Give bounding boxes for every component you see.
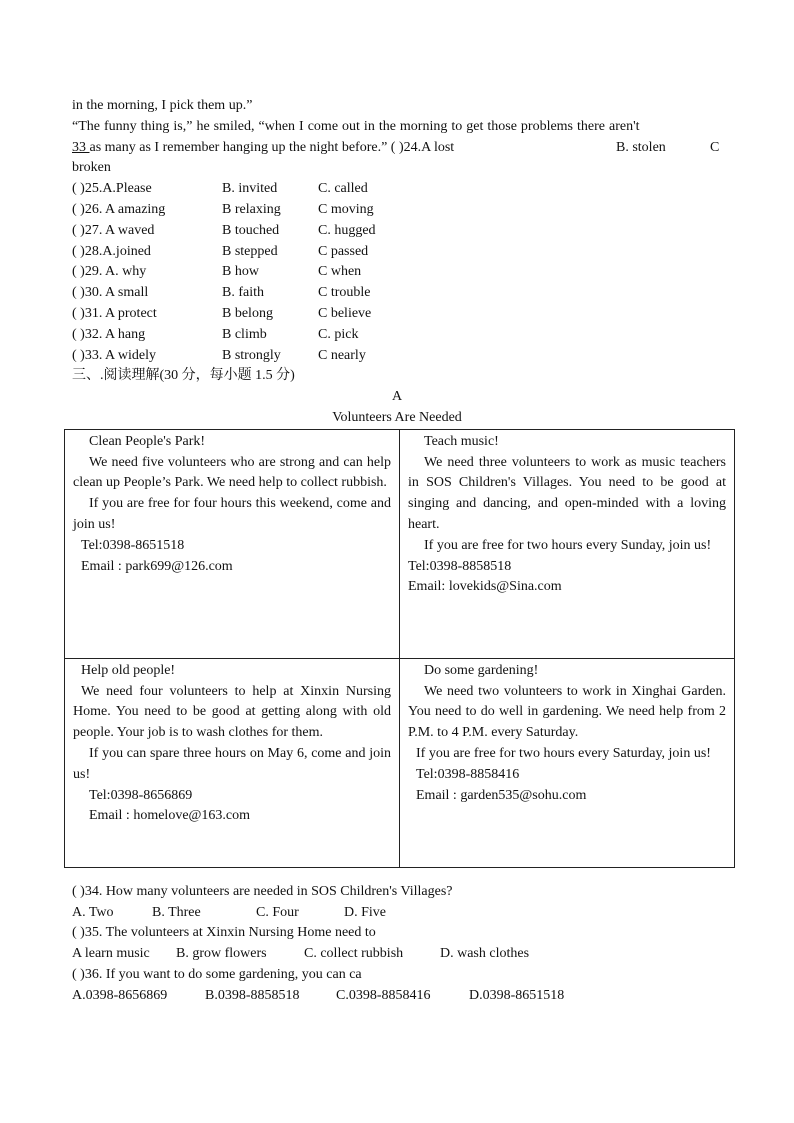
option-b: B stepped: [222, 243, 278, 259]
ad-music-email: Email: lovekids@Sina.com: [408, 579, 562, 595]
option-c: C. called: [318, 181, 368, 197]
q35-stem: ( )35. The volunteers at Xinxin Nursing Home need to: [72, 925, 376, 941]
q35-option-b: B. grow flowers: [176, 946, 267, 962]
ad-garden-tel: Tel:0398-8858416: [416, 766, 520, 782]
option-c: C believe: [318, 305, 372, 321]
passage-title: Volunteers Are Needed: [332, 409, 462, 425]
ad-old-people: [65, 658, 400, 867]
question-number-option-a: ( )26. A amazing: [72, 201, 166, 217]
option-c: C when: [318, 264, 362, 280]
passage-letter: A: [391, 389, 403, 405]
cloze-line-4: broken: [72, 160, 111, 176]
option-b: B relaxing: [222, 201, 281, 217]
option-c: C nearly: [318, 347, 366, 363]
ad-garden-body: We need two volunteers to work in Xinghai Garden. You need to do well in gardening. We need help from 2 P.M. to 4 P.M. every Saturday.: [408, 683, 726, 741]
ad-old-tel: Tel:0398-8656869: [89, 787, 193, 803]
ad-park-body: We need five volunteers who are strong and can help clean up People’s Park. We need help to collect rubbish.: [73, 454, 391, 491]
option-b: B strongly: [222, 347, 281, 363]
question-number-option-a: ( )32. A hang: [72, 326, 146, 342]
ad-garden-body2: If you are free for two hours every Saturday, join us!: [416, 745, 711, 761]
cloze-question-row: [72, 221, 722, 242]
ad-park-email: Email : park699@126.com: [81, 558, 233, 574]
cloze-question-row: [72, 304, 722, 325]
q34-option-a: A. Two: [72, 904, 114, 920]
q24-option-b: B. stolen: [616, 139, 666, 155]
option-c: C. pick: [318, 326, 359, 342]
cloze-question-row: [72, 346, 722, 367]
cloze-line-3-text: as many as I remember hanging up the night before.” ( )24.A lost: [89, 139, 455, 155]
q36-option-a: A.0398-8656869: [72, 987, 168, 1003]
option-b: B how: [222, 264, 259, 280]
question-number-option-a: ( )29. A. why: [72, 264, 147, 280]
cloze-line-1: in the morning, I pick them up.”: [72, 98, 253, 113]
ad-garden-email: Email : garden535@sohu.com: [416, 787, 587, 803]
ad-park-body2: If you are free for four hours this weekend, come and join us!: [73, 496, 391, 532]
ad-music-title: Teach music!: [424, 433, 499, 449]
ad-old-email: Email : homelove@163.com: [89, 808, 251, 824]
cloze-question-list: [72, 179, 722, 366]
q36-option-c: C.0398-8858416: [336, 987, 431, 1003]
ad-old-body2: If you can spare three hours on May 6, come and join us!: [73, 745, 391, 782]
cloze-question-row: [72, 283, 722, 304]
q34-option-d: D. Five: [344, 904, 386, 920]
question-number-option-a: ( )33. A widely: [72, 347, 156, 363]
q34-option-b: B. Three: [152, 904, 201, 920]
question-number-option-a: ( )30. A small: [72, 285, 149, 301]
ad-music-body: We need three volunteers to work as music teachers in SOS Children's Villages. You need to be good at singing and dancing, and open-minded with a loving heart.: [408, 454, 726, 532]
ad-old-body: We need four volunteers to help at Xinxin Nursing Home. You need to be good at getting along with old people. Your job is to wash clothes for them.: [73, 683, 391, 741]
q35-option-d: D. wash clothes: [440, 946, 530, 962]
option-b: B. invited: [222, 181, 278, 197]
q36-options: [72, 986, 722, 1007]
ad-park-title: Clean People's Park!: [89, 433, 206, 449]
volunteer-ads-table: [64, 429, 735, 868]
option-b: B touched: [222, 222, 280, 238]
q36-stem: ( )36. If you want to do some gardening, you can ca: [72, 966, 362, 982]
cloze-line-2-text: “The funny thing is,” he smiled, “when I come out in the morning to get those problems there aren't: [72, 118, 640, 134]
q35-options: [72, 944, 722, 965]
q36-option-d: D.0398-8651518: [469, 987, 565, 1003]
q34-option-c: C. Four: [256, 904, 299, 920]
q34-stem: ( )34. How many volunteers are needed in SOS Children's Villages?: [72, 883, 453, 899]
cloze-question-row: [72, 325, 722, 346]
q34-options: [72, 903, 722, 924]
question-number-option-a: ( )25.A.Please: [72, 181, 152, 197]
cloze-question-row: [72, 179, 722, 200]
option-c: C moving: [318, 201, 374, 217]
worksheet-page: [72, 96, 726, 1007]
option-c: C trouble: [318, 285, 371, 301]
q24-option-c: C: [710, 139, 720, 155]
option-c: C passed: [318, 243, 369, 259]
q35-option-a: A learn music: [72, 946, 150, 962]
q35-option-c: C. collect rubbish: [304, 946, 404, 962]
option-c: C. hugged: [318, 222, 376, 238]
cloze-line-3: [72, 138, 722, 159]
ad-old-title: Help old people!: [81, 662, 176, 678]
ad-gardening: [400, 658, 735, 867]
ad-park-tel: Tel:0398-8651518: [81, 537, 185, 553]
question-number-option-a: ( )28.A.joined: [72, 243, 151, 259]
ad-garden-title: Do some gardening!: [424, 662, 539, 678]
option-b: B. faith: [222, 285, 264, 301]
ad-park: [65, 429, 400, 658]
ad-music-tel: Tel:0398-8858518: [408, 558, 512, 574]
cloze-question-row: [72, 262, 722, 283]
section3-heading: 三、.阅读理解(30 分，每小题 1.5 分): [72, 368, 295, 384]
cloze-line-2: [72, 117, 722, 138]
question-number-option-a: ( )27. A waved: [72, 222, 155, 238]
ad-music: [400, 429, 735, 658]
option-b: B belong: [222, 305, 273, 321]
blank-33: 33: [72, 139, 90, 155]
cloze-question-row: [72, 242, 722, 263]
q36-option-b: B.0398-8858518: [205, 987, 300, 1003]
cloze-question-row: [72, 200, 722, 221]
question-number-option-a: ( )31. A protect: [72, 305, 157, 321]
option-b: B climb: [222, 326, 267, 342]
ad-music-body2: If you are free for two hours every Sunday, join us!: [424, 537, 712, 553]
